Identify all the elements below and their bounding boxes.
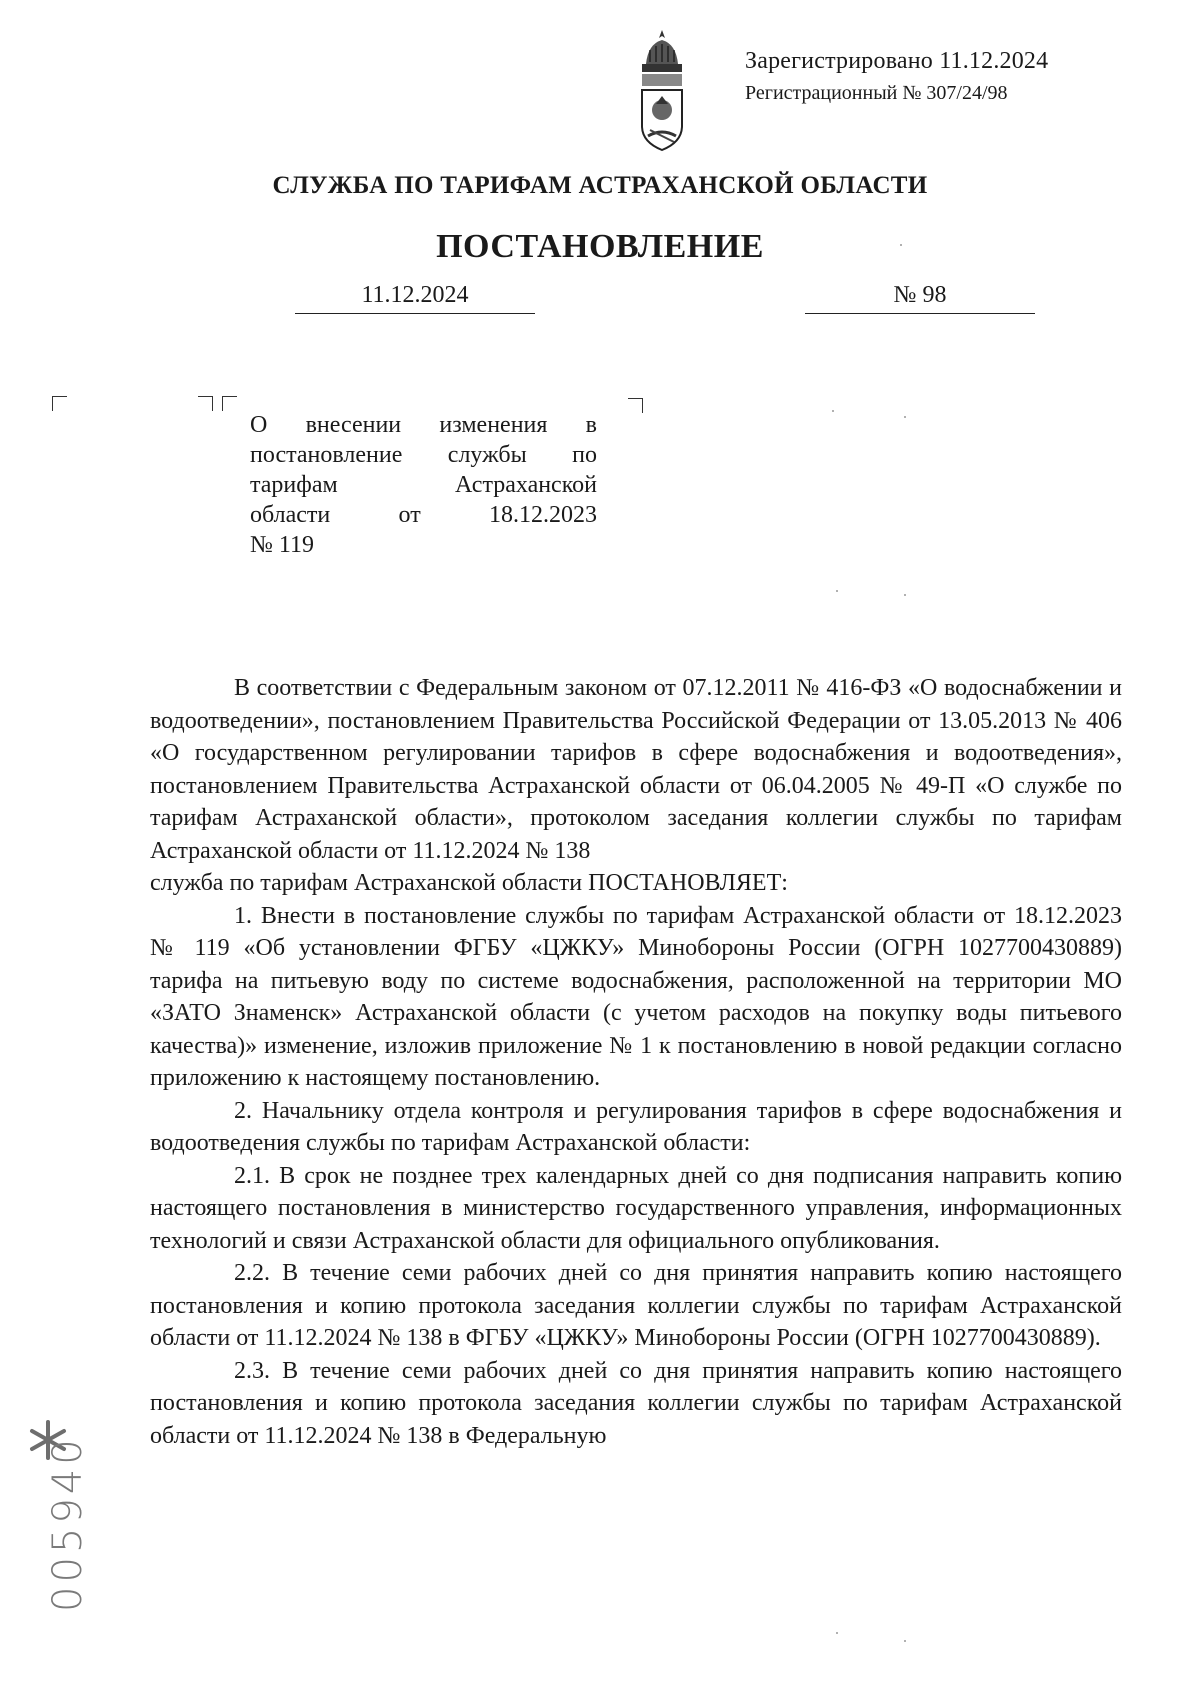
agency-name: СЛУЖБА ПО ТАРИФАМ АСТРАХАНСКОЙ ОБЛАСТИ — [272, 172, 928, 199]
scan-speck — [900, 244, 902, 246]
scan-speck — [836, 590, 838, 592]
date-underline — [295, 313, 535, 314]
subject-line: области от 18.12.2023 — [250, 502, 597, 528]
registration-date: Зарегистрировано 11.12.2024 — [745, 48, 1049, 74]
clause-2-1: 2.1. В срок не позднее трех календарных дней со дня подписания направить копию настоящего постановления в министерство государственного управления, информационных технологий и связи Астраханской области для официального опубликования. — [150, 1162, 1122, 1254]
preamble-paragraph: В соответствии с Федеральным законом от 07.12.2011 № 416-ФЗ «О водоснабжении и водоотведении», постановлением Правительства Российской Федерации от 13.05.2013 № 406 «О государственном регулировании тарифов в сфере водоснабжения и водоотведения», постановлением Правительства Астраханской области от 06.04.2005 № 49-П «О службе по тарифам Астраханской области», протоколом заседания коллегии службы по тарифам Астраханской области от 11.12.2024 № 138 — [150, 675, 1122, 864]
scan-speck — [904, 594, 906, 596]
resolution-clause: служба по тарифам Астраханской области ПОСТАНОВЛЯЕТ: — [150, 870, 788, 896]
subject-line: тарифам Астраханской — [250, 472, 597, 498]
corner-mark — [198, 396, 213, 411]
document-subject — [250, 410, 597, 560]
clause-1: 1. Внести в постановление службы по тарифам Астраханской области от 18.12.2023 № 119 «Об установлении ФГБУ «ЦЖКУ» Минобороны России (ОГРН 1027700430889) тарифа на питьевую воду по системе водоснабжения, расположенной на территории МО «ЗАТО Знаменск» Астраханской области (с учетом расходов на покупку воды питьевого качества)» изменение, изложив приложение № 1 к постановлению в новой редакции согласно приложению к настоящему постановлению. — [150, 902, 1122, 1091]
astrakhan-coat-of-arms-icon — [628, 26, 696, 156]
document-date: 11.12.2024 — [361, 282, 469, 308]
margin-stamp-number: 005940 — [45, 1435, 91, 1612]
document-body — [150, 672, 1122, 1452]
document-number: № 98 — [893, 282, 947, 308]
clause-2-2: 2.2. В течение семи рабочих дней со дня принятия направить копию настоящего постановления и копию протокола заседания коллегии службы по тарифам Астраханской области от 11.12.2024 № 138 в ФГБУ «ЦЖКУ» Минобороны России (ОГРН 1027700430889). — [150, 1260, 1122, 1351]
clause-2-3: 2.3. В течение семи рабочих дней со дня принятия направить копию настоящего постановления и копию протокола заседания коллегии службы по тарифам Астраханской области от 11.12.2024 № 138 в Федеральную — [150, 1357, 1122, 1449]
clause-2: 2. Начальнику отдела контроля и регулирования тарифов в сфере водоснабжения и водоотведения службы по тарифам Астраханской области: — [150, 1097, 1122, 1156]
subject-line: О внесении изменения в — [250, 412, 597, 438]
subject-line: № 119 — [250, 532, 315, 558]
corner-mark — [222, 396, 237, 411]
scan-speck — [904, 416, 906, 418]
subject-line: постановление службы по — [250, 442, 597, 468]
corner-mark — [52, 396, 67, 411]
number-underline — [805, 313, 1035, 314]
registration-number: Регистрационный № 307/24/98 — [745, 82, 1008, 104]
scan-speck — [836, 1632, 838, 1634]
corner-mark — [628, 398, 643, 413]
scan-speck — [904, 1640, 906, 1642]
document-type: ПОСТАНОВЛЕНИЕ — [436, 228, 764, 265]
scan-speck — [832, 410, 834, 412]
